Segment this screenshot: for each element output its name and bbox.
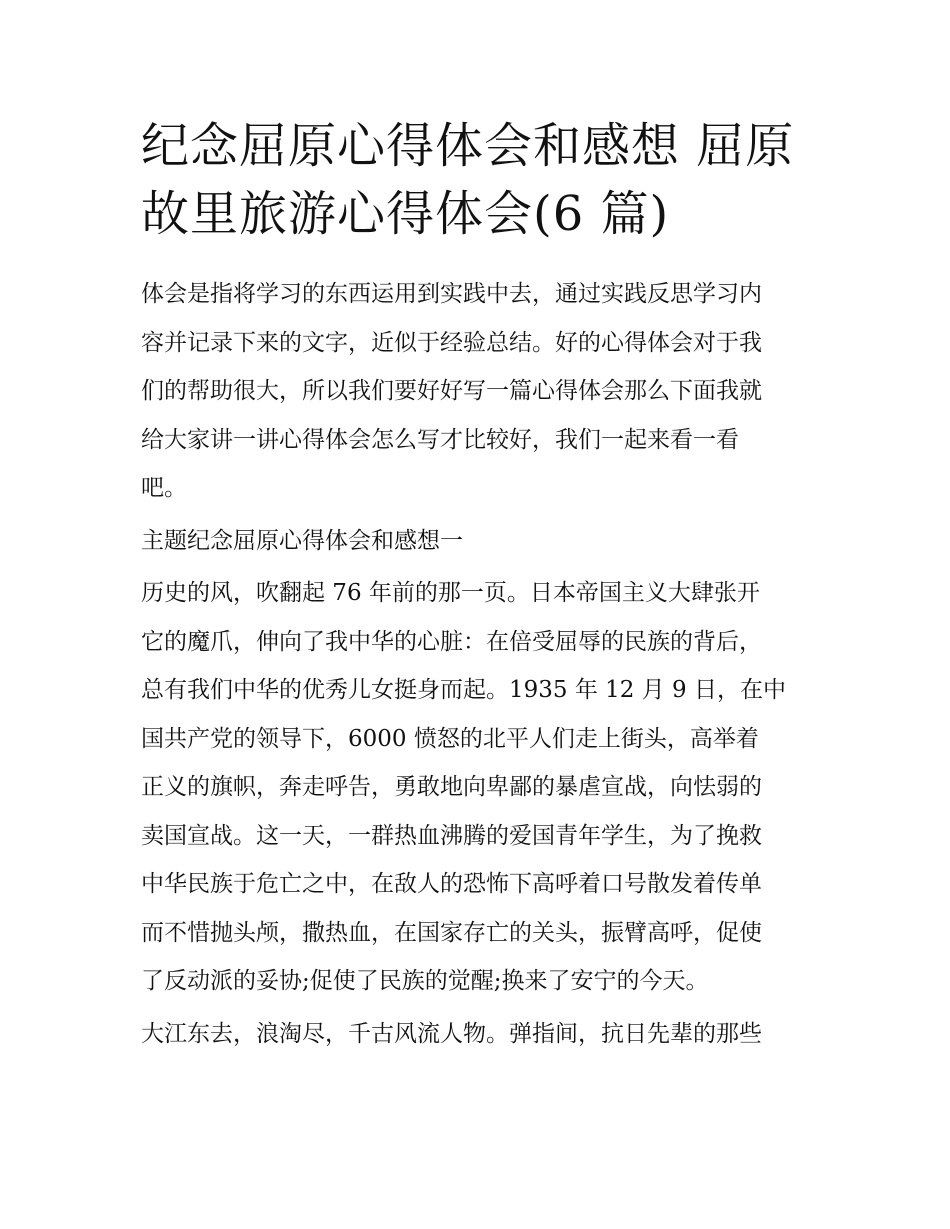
document-title bbox=[141, 112, 813, 248]
text-line: 体会是指将学习的东西运用到实践中去，通过实践反思学习内 bbox=[141, 281, 762, 307]
text-line: 了反动派的妥协;促使了民族的觉醒;换来了安宁的今天。 bbox=[141, 968, 709, 994]
intro-paragraph bbox=[141, 270, 813, 513]
text-line: 大江东去，浪淘尽，千古风流人物。弹指间，抗日先辈的那些 bbox=[141, 1020, 762, 1047]
text-line: 容并记录下来的文字，近似于经验总结。好的心得体会对于我 bbox=[141, 329, 762, 356]
text-line: 国共产党的领导下，6000 愤怒的北平人们走上街头，高举着 bbox=[141, 725, 759, 752]
section-heading bbox=[141, 517, 813, 566]
text-line: 正义的旗帜，奔走呼告，勇敢地向卑鄙的暴虐宣战，向怯弱的 bbox=[141, 774, 762, 800]
text-line: 它的魔爪，伸向了我中华的心脏：在倍受屈辱的民族的背后， bbox=[141, 628, 762, 655]
text-line: 主题纪念屈原心得体会和感想一 bbox=[141, 527, 463, 554]
text-line: 历史的风，吹翻起 76 年前的那一页。日本帝国主义大肆张开 bbox=[141, 580, 760, 606]
text-line: 吧。 bbox=[141, 475, 187, 501]
title-line: 纪念屈原心得体会和感想 屈原 bbox=[141, 118, 795, 174]
text-line: 卖国宣战。这一天，一群热血沸腾的爱国青年学生，为了挽救 bbox=[141, 822, 762, 849]
title-line: 故里旅游心得体会(6 篇) bbox=[141, 186, 670, 242]
text-line: 中华民族于危亡之中，在敌人的恐怖下高呼着口号散发着传单 bbox=[141, 871, 762, 897]
text-line: 们的帮助很大，所以我们要好好写一篇心得体会那么下面我就 bbox=[141, 378, 762, 404]
text-line: 而不惜抛头颅，撒热血，在国家存亡的关头，振臂高呼，促使 bbox=[141, 919, 762, 946]
document-body bbox=[141, 270, 813, 1058]
body-paragraph bbox=[141, 1010, 813, 1059]
body-paragraph bbox=[141, 569, 813, 1006]
document-content bbox=[141, 112, 813, 1062]
text-line: 给大家讲一讲心得体会怎么写才比较好，我们一起来看一看 bbox=[141, 426, 739, 453]
text-line: 总有我们中华的优秀儿女挺身而起。1935 年 12 月 9 日，在中 bbox=[141, 677, 786, 703]
